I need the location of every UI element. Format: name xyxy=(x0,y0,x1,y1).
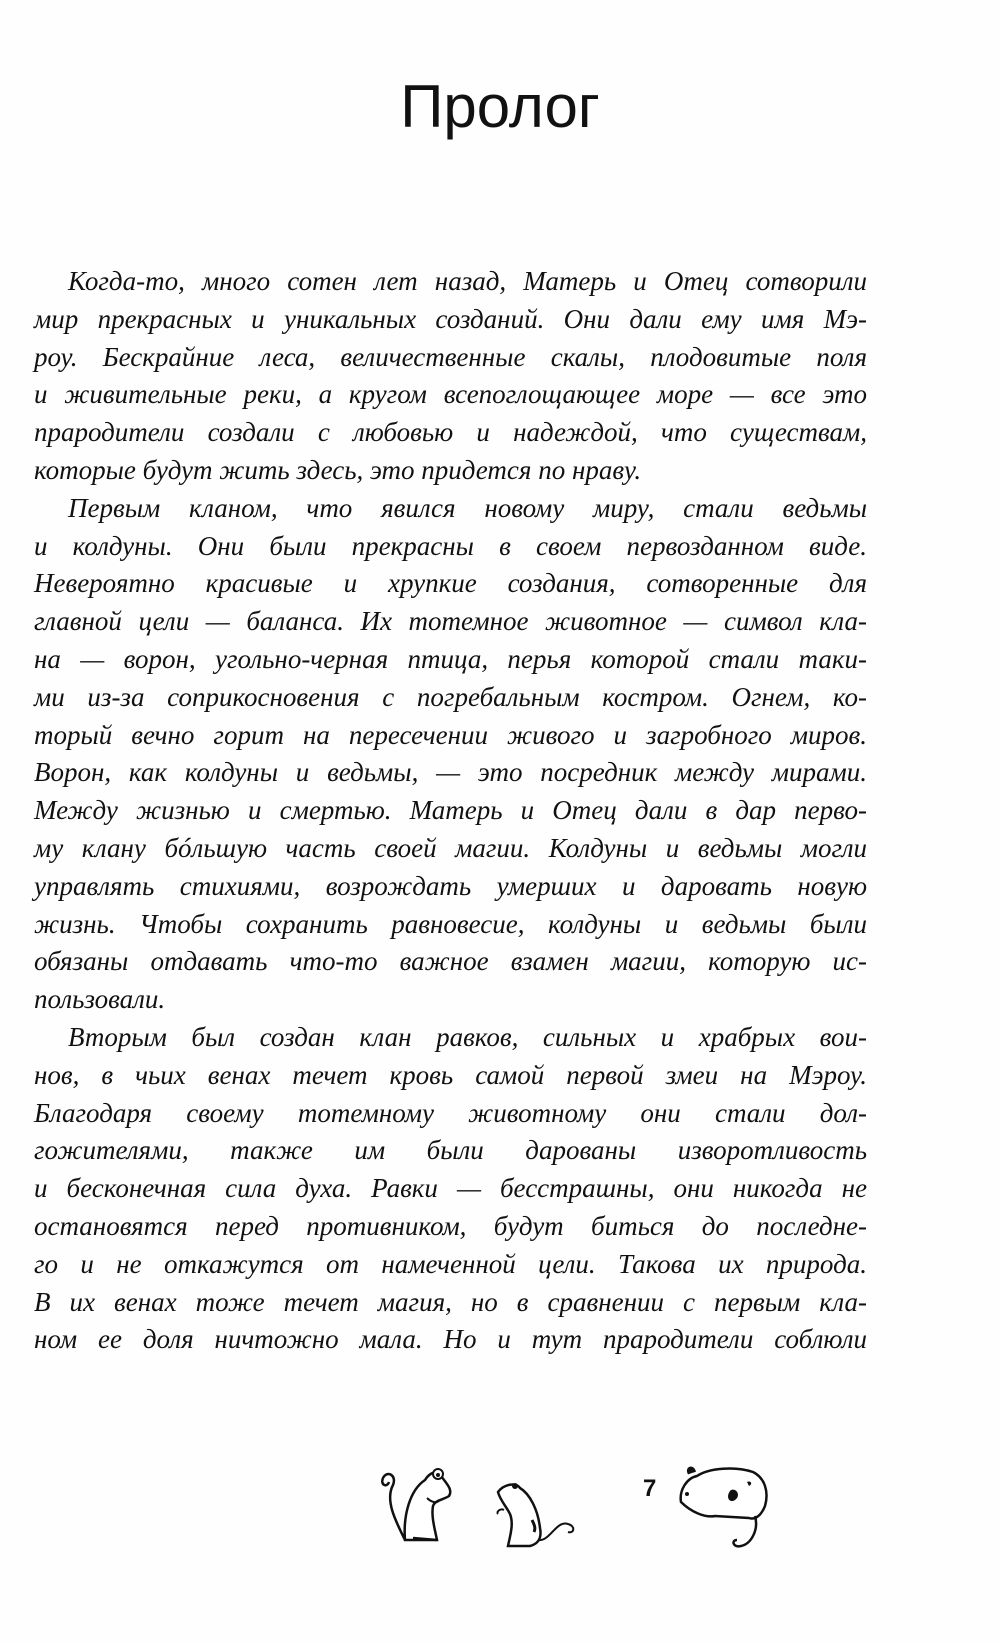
text-line: Невероятно красивые и хрупкие создания, сотворенные для xyxy=(34,568,867,599)
page-number: 7 xyxy=(643,1475,657,1502)
text-line: Когда-то, много сотен лет назад, Матерь и Отец сотворили xyxy=(68,266,867,296)
text-line: которые будут жить здесь, это придется по нраву. xyxy=(34,454,642,485)
text-line: му клану бóльшую часть своей магии. Колдуны и ведьмы могли xyxy=(34,832,867,863)
text-line: Вторым был создан клан равков, сильных и храбрых вои- xyxy=(68,1021,867,1052)
text-line: торый вечно горит на пересечении живого и загробного миров. xyxy=(34,719,867,750)
text-line: прародители создали с любовью и надеждой, что существам, xyxy=(34,417,867,448)
body-text xyxy=(34,263,867,1359)
text-line: роу. Бескрайние леса, величественные скалы, плодовитые поля xyxy=(34,341,867,372)
text-line: Ворон, как колдуны и ведьмы, — это посредник между мирами. xyxy=(34,757,867,788)
text-line: и бесконечная сила духа. Равки — бесстрашны, они никогда не xyxy=(34,1173,867,1204)
text-line: В их венах тоже течет магия, но в сравнении с первым кла- xyxy=(34,1286,867,1317)
mouse-crouching-icon xyxy=(675,1460,775,1560)
text-line: остановятся перед противником, будут биться до последне- xyxy=(34,1210,867,1241)
text-line: пользовали. xyxy=(34,984,166,1015)
mouse-sitting-icon xyxy=(375,1460,465,1545)
page-footer xyxy=(0,1460,1000,1570)
text-line: Первым кланом, что явился новому миру, стали ведьмы xyxy=(68,492,867,523)
text-line: на — ворон, угольно-черная птица, перья которой стали таки- xyxy=(34,643,867,674)
text-line: управлять стихиями, возрождать умерших и даровать новую xyxy=(34,870,867,901)
text-line: го и не откажутся от намеченной цели. Такова их природа. xyxy=(34,1248,867,1279)
text-line: главной цели — баланса. Их тотемное животное — символ кла- xyxy=(34,606,867,637)
text-line: жизнь. Чтобы сохранить равновесие, колдуны и ведьмы были xyxy=(34,908,867,939)
text-line: Между жизнью и смертью. Матерь и Отец дали в дар перво- xyxy=(34,795,867,826)
text-line: мир прекрасных и уникальных созданий. Они дали ему имя Мэ- xyxy=(34,303,867,334)
text-line: ми из-за соприкосновения с погребальным костром. Огнем, ко- xyxy=(34,681,867,712)
text-line: нов, в чьих венах течет кровь самой первой змеи на Мэроу. xyxy=(34,1059,867,1090)
chapter-title: Пролог xyxy=(400,73,600,140)
text-line: обязаны отдавать что-то важное взамен магии, которую ис- xyxy=(34,946,867,977)
text-line: и живительные реки, а кругом всепоглощающее море — все это xyxy=(34,379,867,410)
text-line: гожителями, также им были дарованы изворотливость xyxy=(34,1135,867,1166)
text-line: Благодаря своему тотемному животному они стали дол- xyxy=(34,1097,867,1128)
text-line: и колдуны. Они были прекрасны в своем первозданном виде. xyxy=(34,530,867,561)
text-line: ном ее доля ничтожно мала. Но и тут прародители соблюли xyxy=(34,1324,867,1355)
mouse-standing-icon xyxy=(490,1480,585,1550)
